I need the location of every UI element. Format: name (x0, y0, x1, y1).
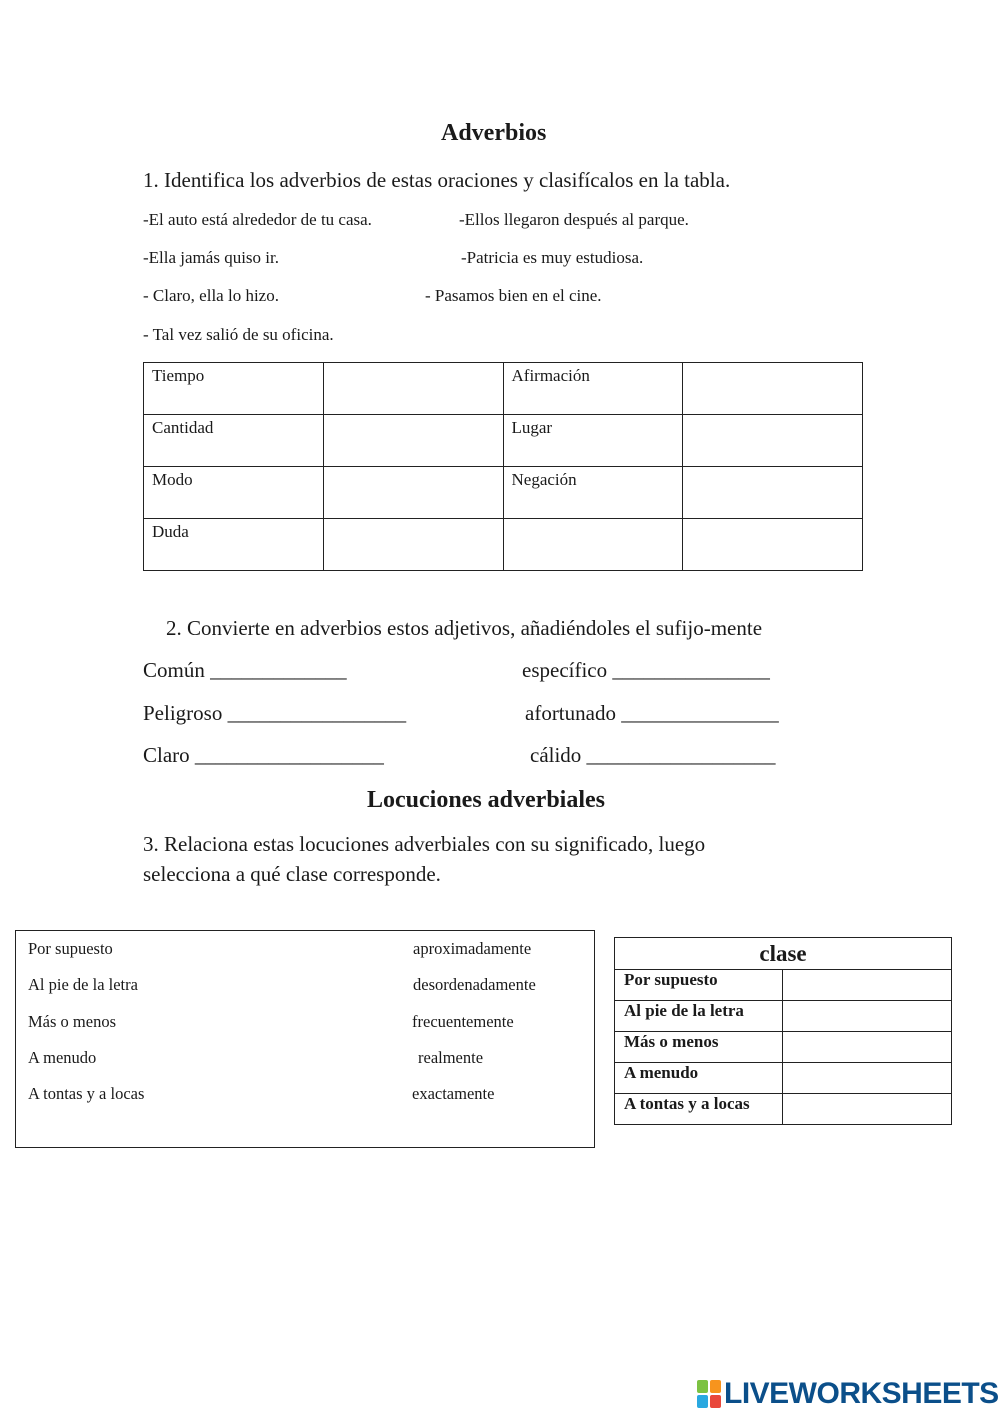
category-label: Duda (144, 519, 324, 571)
matching-box (15, 930, 595, 1148)
question-1-prompt: 1. Identifica los adverbios de estas oraciones y clasifícalos en la tabla. (143, 168, 731, 192)
answer-cell[interactable] (323, 467, 503, 519)
category-label: Cantidad (144, 415, 324, 467)
category-label: Lugar (503, 415, 683, 467)
sentence: - Pasamos bien en el cine. (425, 286, 602, 305)
class-row-label: Al pie de la letra (615, 1001, 783, 1032)
category-label: Modo (144, 467, 324, 519)
table-row (144, 363, 863, 415)
answer-cell[interactable] (683, 467, 863, 519)
class-answer-cell[interactable] (783, 1001, 952, 1032)
category-label: Negación (503, 467, 683, 519)
sentence: -Patricia es muy estudiosa. (461, 248, 644, 267)
liveworksheets-logo (697, 1376, 999, 1412)
meaning-item[interactable]: frecuentemente (412, 1012, 514, 1031)
adjective-blank[interactable]: cálido __________________ (530, 743, 776, 767)
table-row (615, 970, 952, 1001)
answer-cell[interactable] (323, 363, 503, 415)
table-row (615, 1032, 952, 1063)
table-row (144, 519, 863, 571)
class-row-label: A tontas y a locas (615, 1094, 783, 1125)
locution-item[interactable]: Más o menos (28, 1012, 116, 1031)
class-row-label: A menudo (615, 1063, 783, 1094)
answer-cell[interactable] (683, 519, 863, 571)
adjective-blank[interactable]: específico _______________ (522, 658, 770, 682)
table-row (144, 467, 863, 519)
locution-item[interactable]: A tontas y a locas (28, 1084, 145, 1103)
sentence: - Claro, ella lo hizo. (143, 286, 279, 305)
adjective-blank[interactable]: Común _____________ (143, 658, 347, 682)
question-2-prompt: 2. Convierte en adverbios estos adjetivos, añadiéndoles el sufijo-mente (166, 616, 763, 640)
answer-cell[interactable] (683, 363, 863, 415)
section-subtitle: Locuciones adverbiales (367, 787, 605, 813)
class-answer-cell[interactable] (783, 1063, 952, 1094)
adjective-blank[interactable]: afortunado _______________ (525, 701, 779, 725)
class-row-label: Por supuesto (615, 970, 783, 1001)
table-row (615, 1001, 952, 1032)
table-row (144, 415, 863, 467)
answer-cell[interactable] (683, 415, 863, 467)
locution-item[interactable]: Por supuesto (28, 939, 113, 958)
class-table (614, 937, 952, 1125)
answer-cell[interactable] (323, 519, 503, 571)
class-table-header: clase (615, 938, 952, 970)
class-answer-cell[interactable] (783, 970, 952, 1001)
table-row (615, 1094, 952, 1125)
locution-item[interactable]: Al pie de la letra (28, 975, 138, 994)
meaning-item[interactable]: desordenadamente (413, 975, 536, 994)
liveworksheets-logo-text: LIVEWORKSHEETS (724, 1377, 999, 1410)
class-answer-cell[interactable] (783, 1094, 952, 1125)
adjective-blank[interactable]: Claro __________________ (143, 743, 384, 767)
table-row (615, 1063, 952, 1094)
class-row-label: Más o menos (615, 1032, 783, 1063)
category-label: Afirmación (503, 363, 683, 415)
adjective-blank[interactable]: Peligroso _________________ (143, 701, 407, 725)
adverb-classification-table (143, 362, 863, 571)
answer-cell[interactable] (503, 519, 683, 571)
sentence: - Tal vez salió de su oficina. (143, 325, 334, 344)
liveworksheets-logo-icon (697, 1380, 721, 1408)
category-label: Tiempo (144, 363, 324, 415)
answer-cell[interactable] (323, 415, 503, 467)
class-answer-cell[interactable] (783, 1032, 952, 1063)
locution-item[interactable]: A menudo (28, 1048, 97, 1067)
question-3-prompt: 3. Relaciona estas locuciones adverbiales con su significado, luego (143, 832, 706, 856)
question-3-prompt: selecciona a qué clase corresponde. (143, 862, 441, 886)
meaning-item[interactable]: realmente (418, 1048, 484, 1067)
meaning-item[interactable]: aproximadamente (413, 939, 532, 958)
meaning-item[interactable]: exactamente (412, 1084, 495, 1103)
page-title: Adverbios (441, 120, 547, 146)
sentence: -Ella jamás quiso ir. (143, 248, 279, 267)
sentence: -Ellos llegaron después al parque. (459, 210, 689, 229)
sentence: -El auto está alrededor de tu casa. (143, 210, 372, 229)
